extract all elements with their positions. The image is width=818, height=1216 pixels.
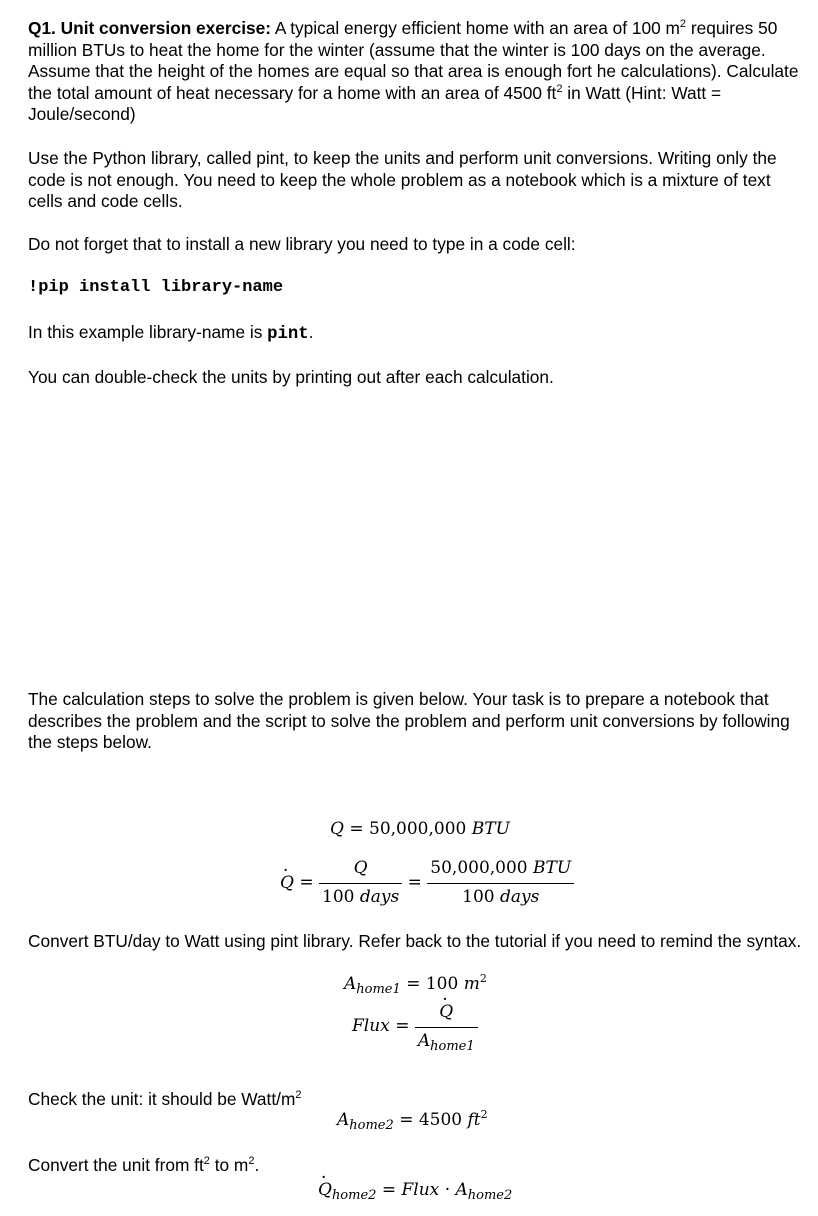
equation-flux: Flux = · $\frac{Q}{A_{home1}}$	[352, 996, 478, 1057]
equation-heat-rate: · Q = $\frac{Q}{\text{100 days}}$ = $\frac{\text{50,000,000 BTU}}{\text{100 days}}$	[280, 858, 574, 908]
convert-ft-paragraph: Convert the unit from $ft^2$ to $m^2$.	[28, 1155, 260, 1175]
fraction-heat-rate-symbolic: $\frac{Q}{\text{100 days}}$	[319, 858, 402, 908]
equation-heat-home2: · $Q_{home2}$ = Flux · $A_{home2}$	[318, 1180, 512, 1207]
install-instruction-paragraph: Do not forget that to install a new library you need to type in a code cell:	[28, 234, 576, 254]
fraction-heat-rate-numeric: $\frac{\text{50,000,000 BTU}}{\text{100 days}}$	[427, 858, 574, 908]
equation-area-home1: $A_{home1} = 100$ $m^2$	[344, 972, 487, 997]
fraction-flux: · $\frac{Q}{A_{home1}}$	[415, 996, 478, 1057]
library-name-code: pint	[267, 325, 309, 344]
question-paragraph: Q1. Unit conversion exercise: A typical energy efficient home with an area of 100 $m^2$ requires 50 million BTUs to heat the home for the winter (assume that the winter is 100 days on the average. Assume that the height of the homes are equal so that area is enough fort he calculations). Calculate the total amount of heat necessary for a home with an area of 4500 $ft^2$ in Watt (Hint: Watt = Joule/second)	[28, 18, 799, 124]
install-command: !pip install library-name	[28, 278, 284, 297]
check-unit-paragraph: Check the unit: it should be Watt/$m^2$	[28, 1089, 302, 1109]
example-paragraph: In this example library-name is pint.	[28, 322, 314, 344]
double-check-paragraph: You can double-check the units by printing out after each calculation.	[28, 367, 554, 387]
pint-instruction-paragraph: Use the Python library, called pint, to keep the units and perform unit conversions. Writing only the code is not enough. You need to keep the whole problem as a notebook which is a mixture of text cells and code cells.	[28, 148, 777, 211]
steps-paragraph: The calculation steps to solve the problem is given below. Your task is to prepare a notebook that describes the problem and the script to solve the problem and perform unit conversions by following the steps below.	[28, 689, 790, 752]
convert-btu-paragraph: Convert BTU/day to Watt using pint library. Refer back to the tutorial if you need to remind the syntax.	[28, 931, 802, 951]
equation-area-home2: $A_{home2} = 4500$ $ft^2$	[337, 1108, 488, 1133]
equation-total-heat: Q = 50,000,000 BTU	[330, 819, 510, 839]
question-label: Q1. Unit conversion exercise:	[28, 18, 271, 38]
